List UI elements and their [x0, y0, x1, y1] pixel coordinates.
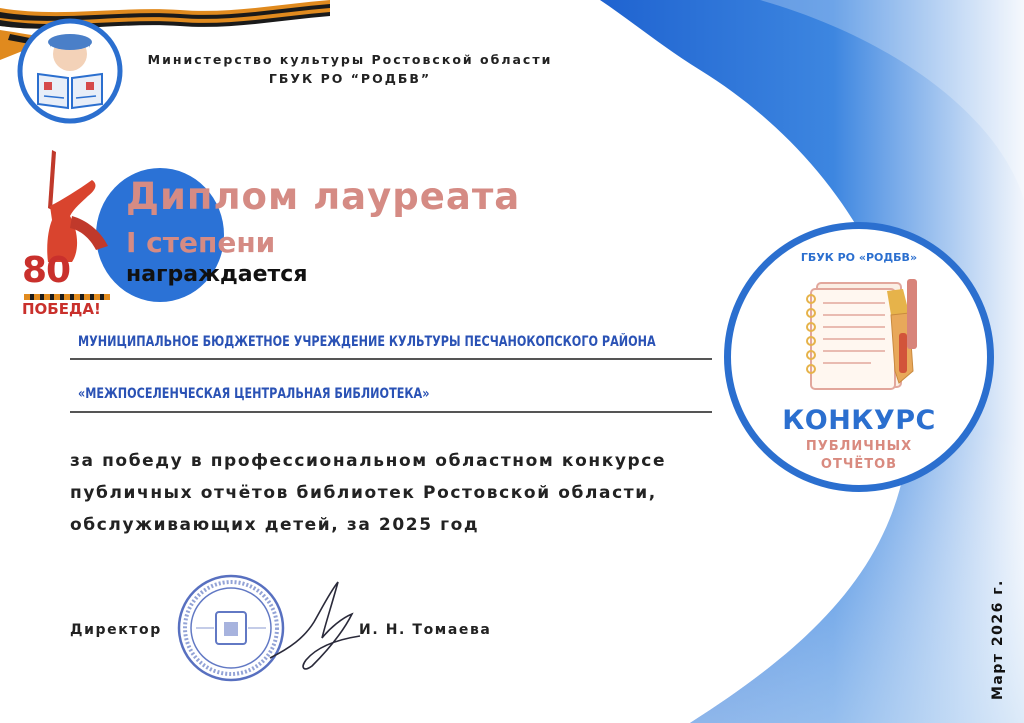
badge-organization: ГБУК РО «РОДБВ»	[800, 251, 918, 264]
emblem-word: ПОБЕДА!	[22, 300, 101, 318]
badge-title: КОНКУРС	[782, 405, 936, 436]
signatory-position: Директор	[70, 622, 162, 638]
reason-line-2: публичных отчётов библиотек Ростовской области,	[70, 483, 657, 503]
emblem-number: 80	[22, 250, 71, 291]
institution-header: ГБУК РО “РОДБВ”	[268, 71, 432, 86]
badge-subtitle-1: ПУБЛИЧНЫХ	[805, 439, 913, 454]
library-logo-icon	[14, 18, 126, 124]
recipient-underline-2	[70, 411, 712, 413]
contest-badge	[724, 222, 994, 492]
victory-80-emblem	[22, 150, 122, 326]
badge-subtitle-2: ОТЧЁТОВ	[820, 457, 898, 472]
issue-date: Март 2026 г.	[990, 579, 1006, 700]
recipient-line-1: МУНИЦИПАЛЬНОЕ БЮДЖЕТНОЕ УЧРЕЖДЕНИЕ КУЛЬТУРЫ ПЕСЧАНОКОПСКОГО РАЙОНА	[78, 334, 656, 350]
diploma-degree: I степени	[126, 226, 276, 259]
diploma-title: Диплом лауреата	[126, 175, 521, 218]
recipient-line-2: «МЕЖПОСЕЛЕНЧЕСКАЯ ЦЕНТРАЛЬНАЯ БИБЛИОТЕКА»	[78, 386, 430, 402]
recipient-underline-1	[70, 358, 712, 360]
ministry-header: Министерство культуры Ростовской области	[147, 52, 553, 67]
reason-line-3: обслуживающих детей, за 2025 год	[70, 515, 480, 535]
handwritten-signature-icon	[260, 578, 370, 678]
notebook-pencil-icon	[791, 273, 931, 393]
reason-line-1: за победу в профессиональном областном конкурсе	[70, 451, 667, 471]
awarded-label: награждается	[126, 262, 308, 287]
signatory-name: И. Н. Томаева	[359, 622, 492, 638]
